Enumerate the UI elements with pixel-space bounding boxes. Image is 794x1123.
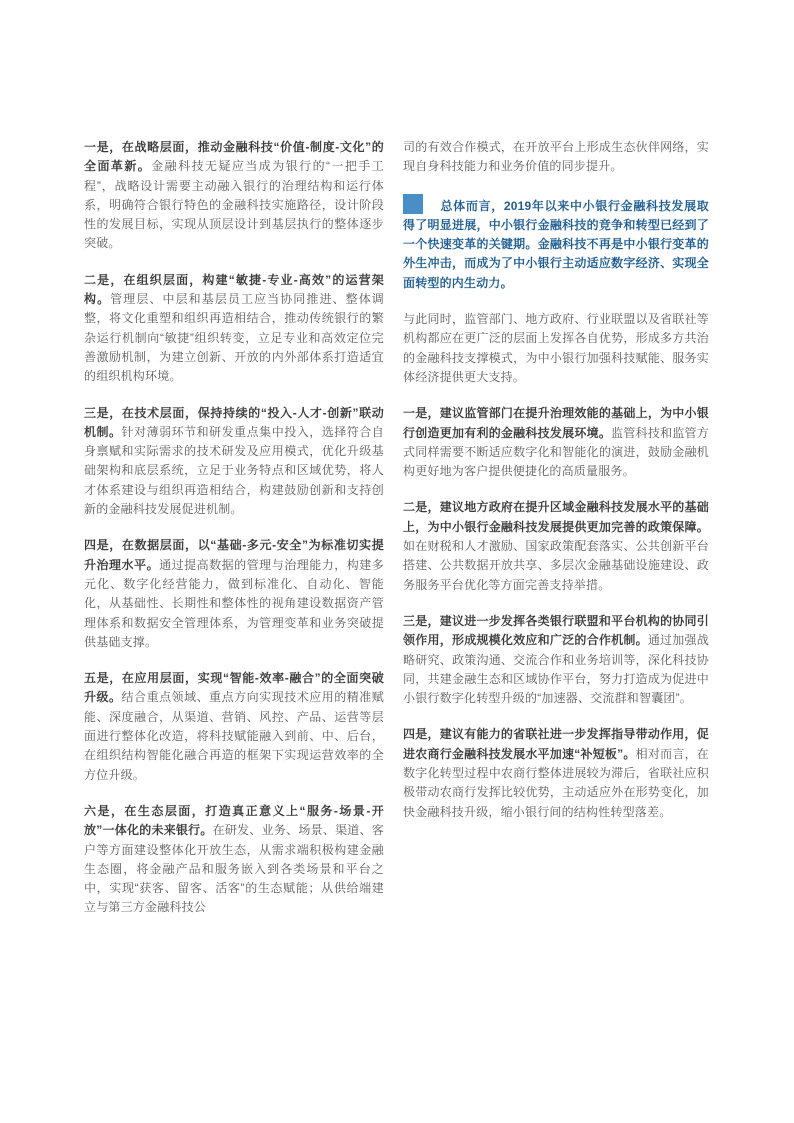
paragraph-lead: 四是，建议有能力的省联社进一步发挥指导带动作用，促进农商行金融科技发展水平加速“补短板”。 bbox=[403, 727, 709, 761]
paragraph bbox=[84, 669, 384, 785]
paragraph-body: 金融科技无疑应当成为银行的“一把手工程”，战略设计需要主动融入银行的治理结构和运行体系，明确符合银行特色的金融科技实施路径，设计阶段性的发展目标，实现从顶层设计到基层执行的整体逐步突破。 bbox=[84, 159, 384, 251]
blue-square-bullet-icon bbox=[403, 194, 423, 214]
paragraph bbox=[403, 310, 709, 387]
paragraph bbox=[403, 725, 709, 821]
paragraph-lead: 二是，在组织层面，构建“敏捷-专业-高效”的运营架构。 bbox=[84, 272, 384, 307]
paragraph-lead: 四是，在数据层面，以“基础-多元-安全”为标准切实提升治理水平。 bbox=[84, 538, 384, 572]
paragraph-body: 监管科技和监管方式同样需要不断适应数字化和智能化的演进，鼓励金融机构更好地为客户提供便捷化的高质量服务。 bbox=[403, 425, 709, 479]
paragraph-body: 在研发、业务、场景、渠道、客户等方面建设整体化开放生态，从需求端积极构建金融生态圈，将金融产品和服务嵌入到各类场景和平台之中，实现“获客、留客、活客”的生态赋能；从供给端建立与第三方金融科技公 bbox=[84, 823, 384, 915]
paragraph-body: 相对而言，在数字化转型过程中农商行整体进展较为滞后，省联社应积极带动农商行发挥比较优势，主动适应外在形势变化，加快金融科技升级，缩小银行间的结构性转型落差。 bbox=[403, 746, 709, 819]
paragraph bbox=[403, 138, 709, 177]
paragraph-lead: 三是，建议进一步发挥各类银行联盟和平台机构的协同引领作用，形成规模化效应和广泛的合作机制。 bbox=[403, 613, 709, 648]
paragraph-body: 总体而言，2019年以来中小银行金融科技发展取得了明显进展，中小银行金融科技的竞争和转型已经到了一个快速变革的关键期。金融科技不再是中小银行变革的外生冲击，而成为了中小银行主动适应数字经济、实现全面转型的内生动力。 bbox=[403, 198, 709, 290]
paragraph-body: 如在财税和人才激励、国家政策配套落实、公共创新平台搭建、公共数据开放共享、多层次金融基础设施建设、政务服务平台优化等方面完善支持举措。 bbox=[403, 539, 709, 592]
paragraph-lead: 三是，在技术层面，保持持续的“投入-人才-创新”联动机制。 bbox=[84, 405, 384, 439]
paragraph bbox=[84, 138, 384, 254]
paragraph bbox=[84, 271, 384, 387]
paragraph bbox=[403, 612, 709, 708]
paragraph-lead: 五是，在应用层面，实现“智能-效率-融合”的全面突破升级。 bbox=[84, 671, 384, 705]
paragraph-body: 通过提高数据的管理与治理能力，构建多元化、数字化经营能力，做到标准化、自动化、智能化，从基础性、长期性和整体性的视角建设数据资产管理体系和数据安全管理体系，为管理变革和业务突破提供基础支撑。 bbox=[84, 557, 384, 649]
paragraph-body: 通过加强战略研究、政策沟通、交流合作和业务培训等，深化科技协同，共建金融生态和区域协作平台，努力打造成为促进中小银行数字化转型升级的“加速器、交流群和智囊团”。 bbox=[403, 633, 709, 706]
paragraph bbox=[84, 404, 384, 520]
paragraph-body: 与此同时，监管部门、地方政府、行业联盟以及省联社等机构都应在更广泛的层面上发挥各自优势，形成多方共治的金融科技支撑模式，为中小银行加强科技赋能、服务实体经济提供更大支持。 bbox=[403, 312, 709, 384]
paragraph bbox=[403, 404, 709, 481]
paragraph-body: 司的有效合作模式，在开放平台上形成生态伙伴网络，实现自身科技能力和业务价值的同步提升。 bbox=[403, 140, 709, 174]
right-text-column bbox=[403, 138, 709, 839]
paragraph-lead: 六是，在生态层面，打造真正意义上“服务-场景-开放”一体化的未来银行。 bbox=[84, 803, 384, 838]
paragraph-lead: 二是，建议地方政府在提升区域金融科技发展水平的基础上，为中小银行金融科技发展提供更加完善的政策保障。 bbox=[403, 500, 709, 534]
paragraph bbox=[84, 802, 384, 918]
paragraph-lead: 一是，建议监管部门在提升治理效能的基础上，为中小银行创造更加有利的金融科技发展环境。 bbox=[403, 406, 709, 440]
paragraph bbox=[84, 536, 384, 652]
paragraph-lead: 一是，在战略层面，推动金融科技“价值-制度-文化”的全面革新。 bbox=[84, 140, 384, 174]
highlight-paragraph bbox=[403, 194, 709, 293]
paragraph-body: 管理层、中层和基层员工应当协同推进、整体调整，将文化重塑和组织再造相结合，推动传统银行的繁杂运行机制向“敏捷”组织转变，立足专业和高效定位完善激励机制，为建立创新、开放的内外部体系打造适宜的组织机构环境。 bbox=[84, 292, 385, 384]
paragraph-body: 针对薄弱环节和研发重点集中投入，选择符合自身禀赋和实际需求的技术研发及应用模式，优化升级基础架构和底层系统，立足于业务特点和区域优势，将人才体系建设与组织再造相结合，构建鼓励创新和支持创新的金融科技发展促进机制。 bbox=[84, 424, 384, 517]
left-text-column bbox=[84, 138, 384, 935]
paragraph-body: 结合重点领域、重点方向实现技术应用的精准赋能、深度融合，从渠道、营销、风控、产品、运营等层面进行整体化改造，将科技赋能融入到前、中、后台，在组织结构智能化融合再造的框架下实现运营效率的全方位升级。 bbox=[84, 690, 384, 782]
paragraph bbox=[403, 498, 709, 594]
